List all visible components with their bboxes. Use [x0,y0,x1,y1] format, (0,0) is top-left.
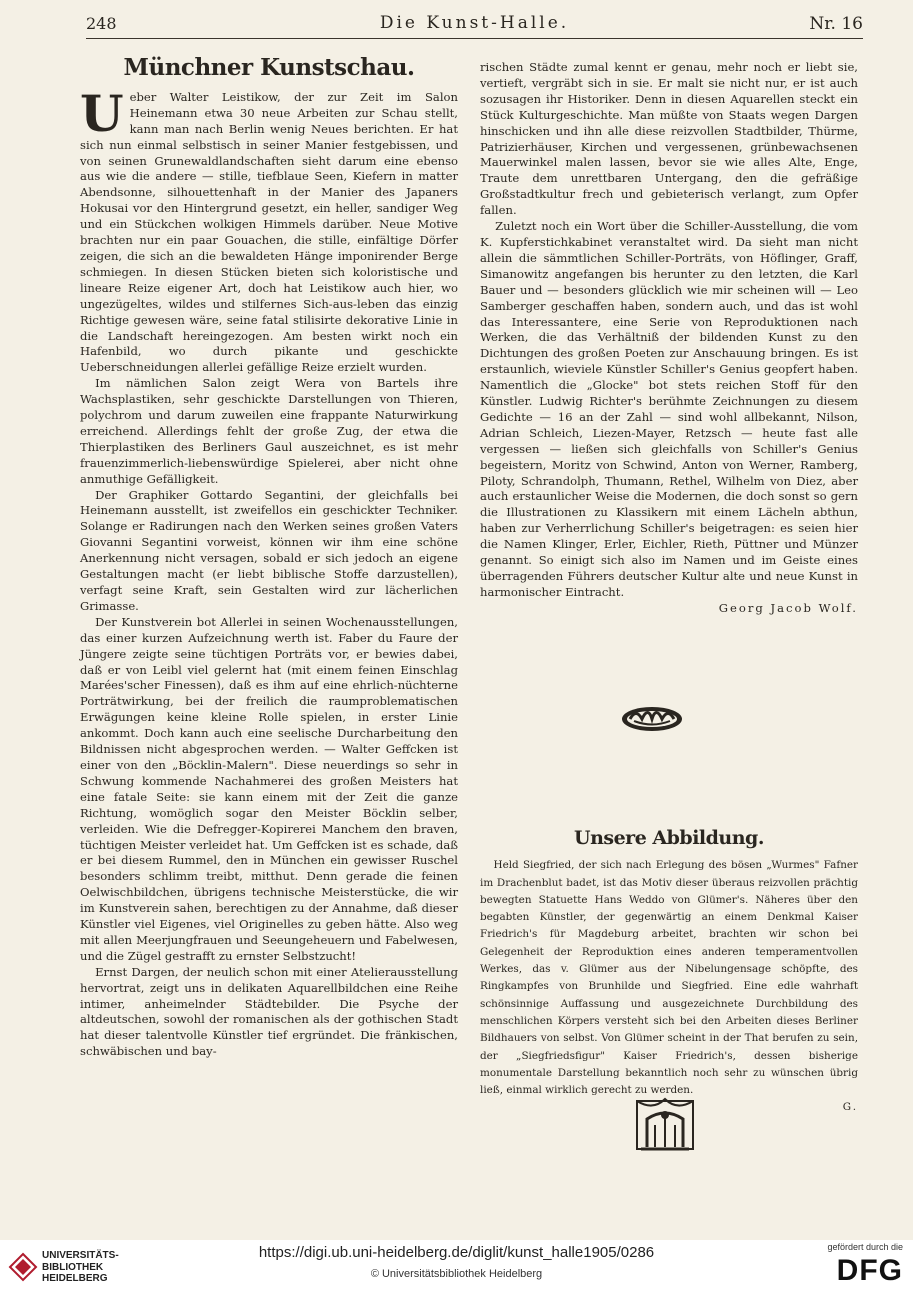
issue-number: Nr. 16 [809,14,863,34]
paragraph-dargen: Ernst Dargen, der neulich schon mit einer Atelierausstellung hervortrat, zeigt uns in delikaten Aquarellbildchen eine Reihe intimer, anheimelnder Städtebilder. Die Psyche der altdeutschen, sowohl der romanischen als der gothischen Stadt hat dieser talentvolle Künstler tief ergründet. Die fränkischen, schwäbischen und bay- [80,964,458,1059]
page-header [86,12,863,39]
permalink-url[interactable]: https://digi.ub.uni-heidelberg.de/diglit/kunst_halle1905/0286 [258,1244,655,1261]
unsere-abbildung-section [480,827,858,1117]
library-logo[interactable] [8,1248,208,1288]
article-title: Münchner Kunstschau. [123,54,415,81]
library-name: UNIVERSITÄTS- BIBLIOTHEK HEIDELBERG [42,1250,119,1284]
ornament-divider-icon [620,702,684,732]
viewer-footer [0,1240,913,1293]
ornament-vignette-icon [633,1093,697,1157]
journal-title: Die Kunst-Halle. [379,13,570,33]
page-number: 248 [86,14,117,33]
paragraph-segantini: Der Graphiker Gottardo Segantini, der gleichfalls bei Heinemann ausstellt, ist zweifellos ein geschickter Techniker. Solange er Radirungen nach den Werken seines großen Vaters Giovanni Segantini vorweist, können wir ihm eine schöne Anerkennung nicht versagen, sobald er sich jedoch an eigene Gestaltungen macht (er liebt biblische Stoffe darzustellen), verfagt seine Kraft, sein Gestalten wird zur lächerlichen Grimasse. [80,487,458,613]
section-initial: G. [842,1101,858,1114]
paragraph-siegfried: Held Siegfried, der sich nach Erlegung des bösen „Wurmes" Fafner im Drachenblut badet, ist das Motiv dieser überaus reizvollen prächtig bewegten Statuette Hans Weddo von Glümer's. Näheres über den begabten Künstler, der gegenwärtig an einem Denkmal Kaiser Friedrich's für Magdeburg arbeitet, brachten wir schon bei Gelegenheit der Reproduktion eines anderen temperamentvollen Werkes, das v. Glümer aus der Nibelungensage schöpfte, des Ringkampfes von Brunhilde und Siegfried. Eine edle wahrhaft schönsinnige Auffassung und ausgezeichnete Durchbildung des menschlichen Körpers versteht sich bei den Arbeiten dieses Berliner Bildhauers von selbst. Von Glümer scheint in der That berufen zu sein, der „Siegfriedsfigur" Kaiser Friedrich's, dessen bisherige monumentale Darstellung bekanntlich noch sehr zu wünschen übrig ließ, einmal wirklich gerecht zu werden. [480,859,858,1097]
paragraph-leistikow: Ueber Walter Leistikow, der zur Zeit im Salon Heinemann etwa 30 neue Arbeiten zur Schau stellt, kann man nach Berlin wenig Neues berichten. Er hat sich nun einmal selbstisch in seiner Manier festgebissen, und von seinen Grunewaldlandschaften sieht darum eine ebenso aus wie die andere — stille, tiefblaue Seen, Kiefern in matter Abendsonne, silhouettenhaft in der Manier des Japaners Hokusai vor den Hintergrund gesetzt, ein heller, sandiger Weg und ein Stückchen wolkigen Himmels darüber. Neue Motive brachten nur ein paar Gouachen, die stille, einfältige Dörfer zeigen, die sich an die bewaldeten Hänge imponirender Berge schmiegen. In diesen Stücken bieten sich koloristische und lineare Reize eigener Art, doch hat Leistikow auch hier, wo ungezügeltes, wildes und stilfernes Sich-aus-leben das einzig Richtige gewesen wäre, seine fatal stilisirte dekorative Linie in die Landschaft hereingezogen. Am besten wirkt noch ein Hafenbild, wo durch pikante und geschickte Ueberschneidungen allerlei gefällige Reize erzielt wurden. [80,83,458,375]
paragraph-bartels: Im nämlichen Salon zeigt Wera von Bartels ihre Wachsplastiken, sehr geschickte Darstellungen von Thieren, polychrom und darum zuweilen eine frappante Naturwirkung erreichend. Allerdings fehlt der große Zug, der etwa die Thierplastiken des Berliners Gaul auszeichnet, es ist mehr frauenzimmerlich-liebenswürdige Spielerei, aber nicht ohne anmuthige Gefälligkeit. [80,376,458,486]
dfg-logo[interactable] [793,1242,903,1290]
paragraph-dargen-cont: rischen Städte zumal kennt er genau, mehr noch er liebt sie, vertieft, vergräbt sich in sie. Er malt sie nicht nur, er ist auch sozusagen ihr Historiker. Denn in diesen Aquarellen steckt ein Stück Kulturgeschichte. Man müßte von Staats wegen Dargen hinschicken und ihn alle diese reizvollen Stadtbilder, Thürme, Patrizierhäuser, Kirchen und vergessenen, grünbewachsenen Mauerwinkel malen lassen, bevor sie wie alles Alte, Enge, Traute dem unrettbaren Untergang, den die gefräßige Großstadtkultur frech und gebieterisch verlangt, zum Opfer fallen. [480,60,858,218]
university-seal-icon [8,1252,38,1282]
paragraph-kunstverein: Der Kunstverein bot Allerlei in seinen Wochenausstellungen, das einer kurzen Aufzeichnung werth ist. Faber du Faure der Jüngere zeigte seine tüchtigen Porträts vor, er bewies dabei, daß er von Leibl viel gelernt hat (mit einem feinen Einschlag Marées'scher Finessen), daß es ihm auf eine ehrlich-nüchterne Porträtwirkung, bei der freilich die raumproblematischen Erwägungen keine kleine Rolle spielen, in erster Linie ankommt. Doch kann auch eine seelische Durcharbeitung den Bildnissen nicht abgesprochen werden. — Walter Geffcken ist einer von den „Böcklin-Malern". Diese neuerdings so sehr in Schwung kommende Nachahmerei des großen Meisters hat eine fatale Seite: sie kann einem mit der Zeit die ganze Richtung, womöglich sogar den Meister Böcklin selber, verleiden. Wie die Defregger-Kopirerei Manchem den braven, tüchtigen Meister verleidet hat. Um Geffcken ist es schade, daß er bei diesem Rummel, den in München ein gewisser Ruschel besonders schlimm treibt, mitthut. Denn gerade die feinen Oelwischbildchen, übrigens technische Meisterstücke, die wir im Kunstverein sahen, berechtigen zu der Annahme, daß dieser Künstler viel Eigenes, viel Originelles zu geben hätte. Also weg mit allen Meerjungfrauen und Seeungeheuern und Fabelwesen, und die Zügel gestrafft zu ernster Selbstzucht! [80,614,458,963]
paragraph-schiller: Zuletzt noch ein Wort über die Schiller-Ausstellung, die vom K. Kupferstichkabinet veranstaltet wird. Da sieht man nicht allein die sämmtlichen Schiller-Porträts, von Höflinger, Graff, Simanowitz angefangen bis herunter zu den letzten, die Karl Bauer und — besonders glücklich wie mir scheinen will — Leo Samberger geschaffen haben, sondern auch, und das ist wohl das Interessantere, eine Serie von Reproduktionen nach Werken, die das Verhältniß der bildenden Kunst zu den Dichtungen des großen Poeten zur Anschauung bringen. Es ist erstaunlich, wieviele Künstler Schiller's Genius geopfert haben. Namentlich die „Glocke" bot stets reichen Stoff für den Künstler. Ludwig Richter's berühmte Zeichnungen zu diesem Gedichte — 16 an der Zahl — sind wohl allbekannt, Nilson, Adrian Schleich, Liezen-Mayer, Retzsch — heute fast alle vergessen — ließen sich gleichfalls von Schiller's Genius begeistern, Moritz von Schwind, Anton von Werner, Ramberg, Piloty, Schrandolph, Thumann, Rethel, Wilhelm von Diez, aber auch erstaunlicher Weise die Modernen, die doch sonst so gern die Illustrationen zu Klassikern mit einem Lächeln abthun, haben zur Verherrlichung Schiller's beigetragen: es seien hier die Namen Klinger, Erler, Eichler, Rieth, Püttner und Münzer genannt. So einigt sich also im Namen und im Geiste eines überragenden Führers deutscher Kultur alte und neue Kunst in harmonischer Eintracht. [480,219,858,599]
dfg-mark: DFG [836,1254,903,1287]
right-column [480,60,858,617]
left-column [80,54,458,1060]
copyright-notice: © Universitätsbibliothek Heidelberg [370,1268,543,1280]
funded-by-text: gefördert durch die [827,1242,903,1252]
drop-cap: U [80,83,124,143]
author-signature: Georg Jacob Wolf. [718,600,858,615]
section-title: Unsere Abbildung. [574,827,764,849]
